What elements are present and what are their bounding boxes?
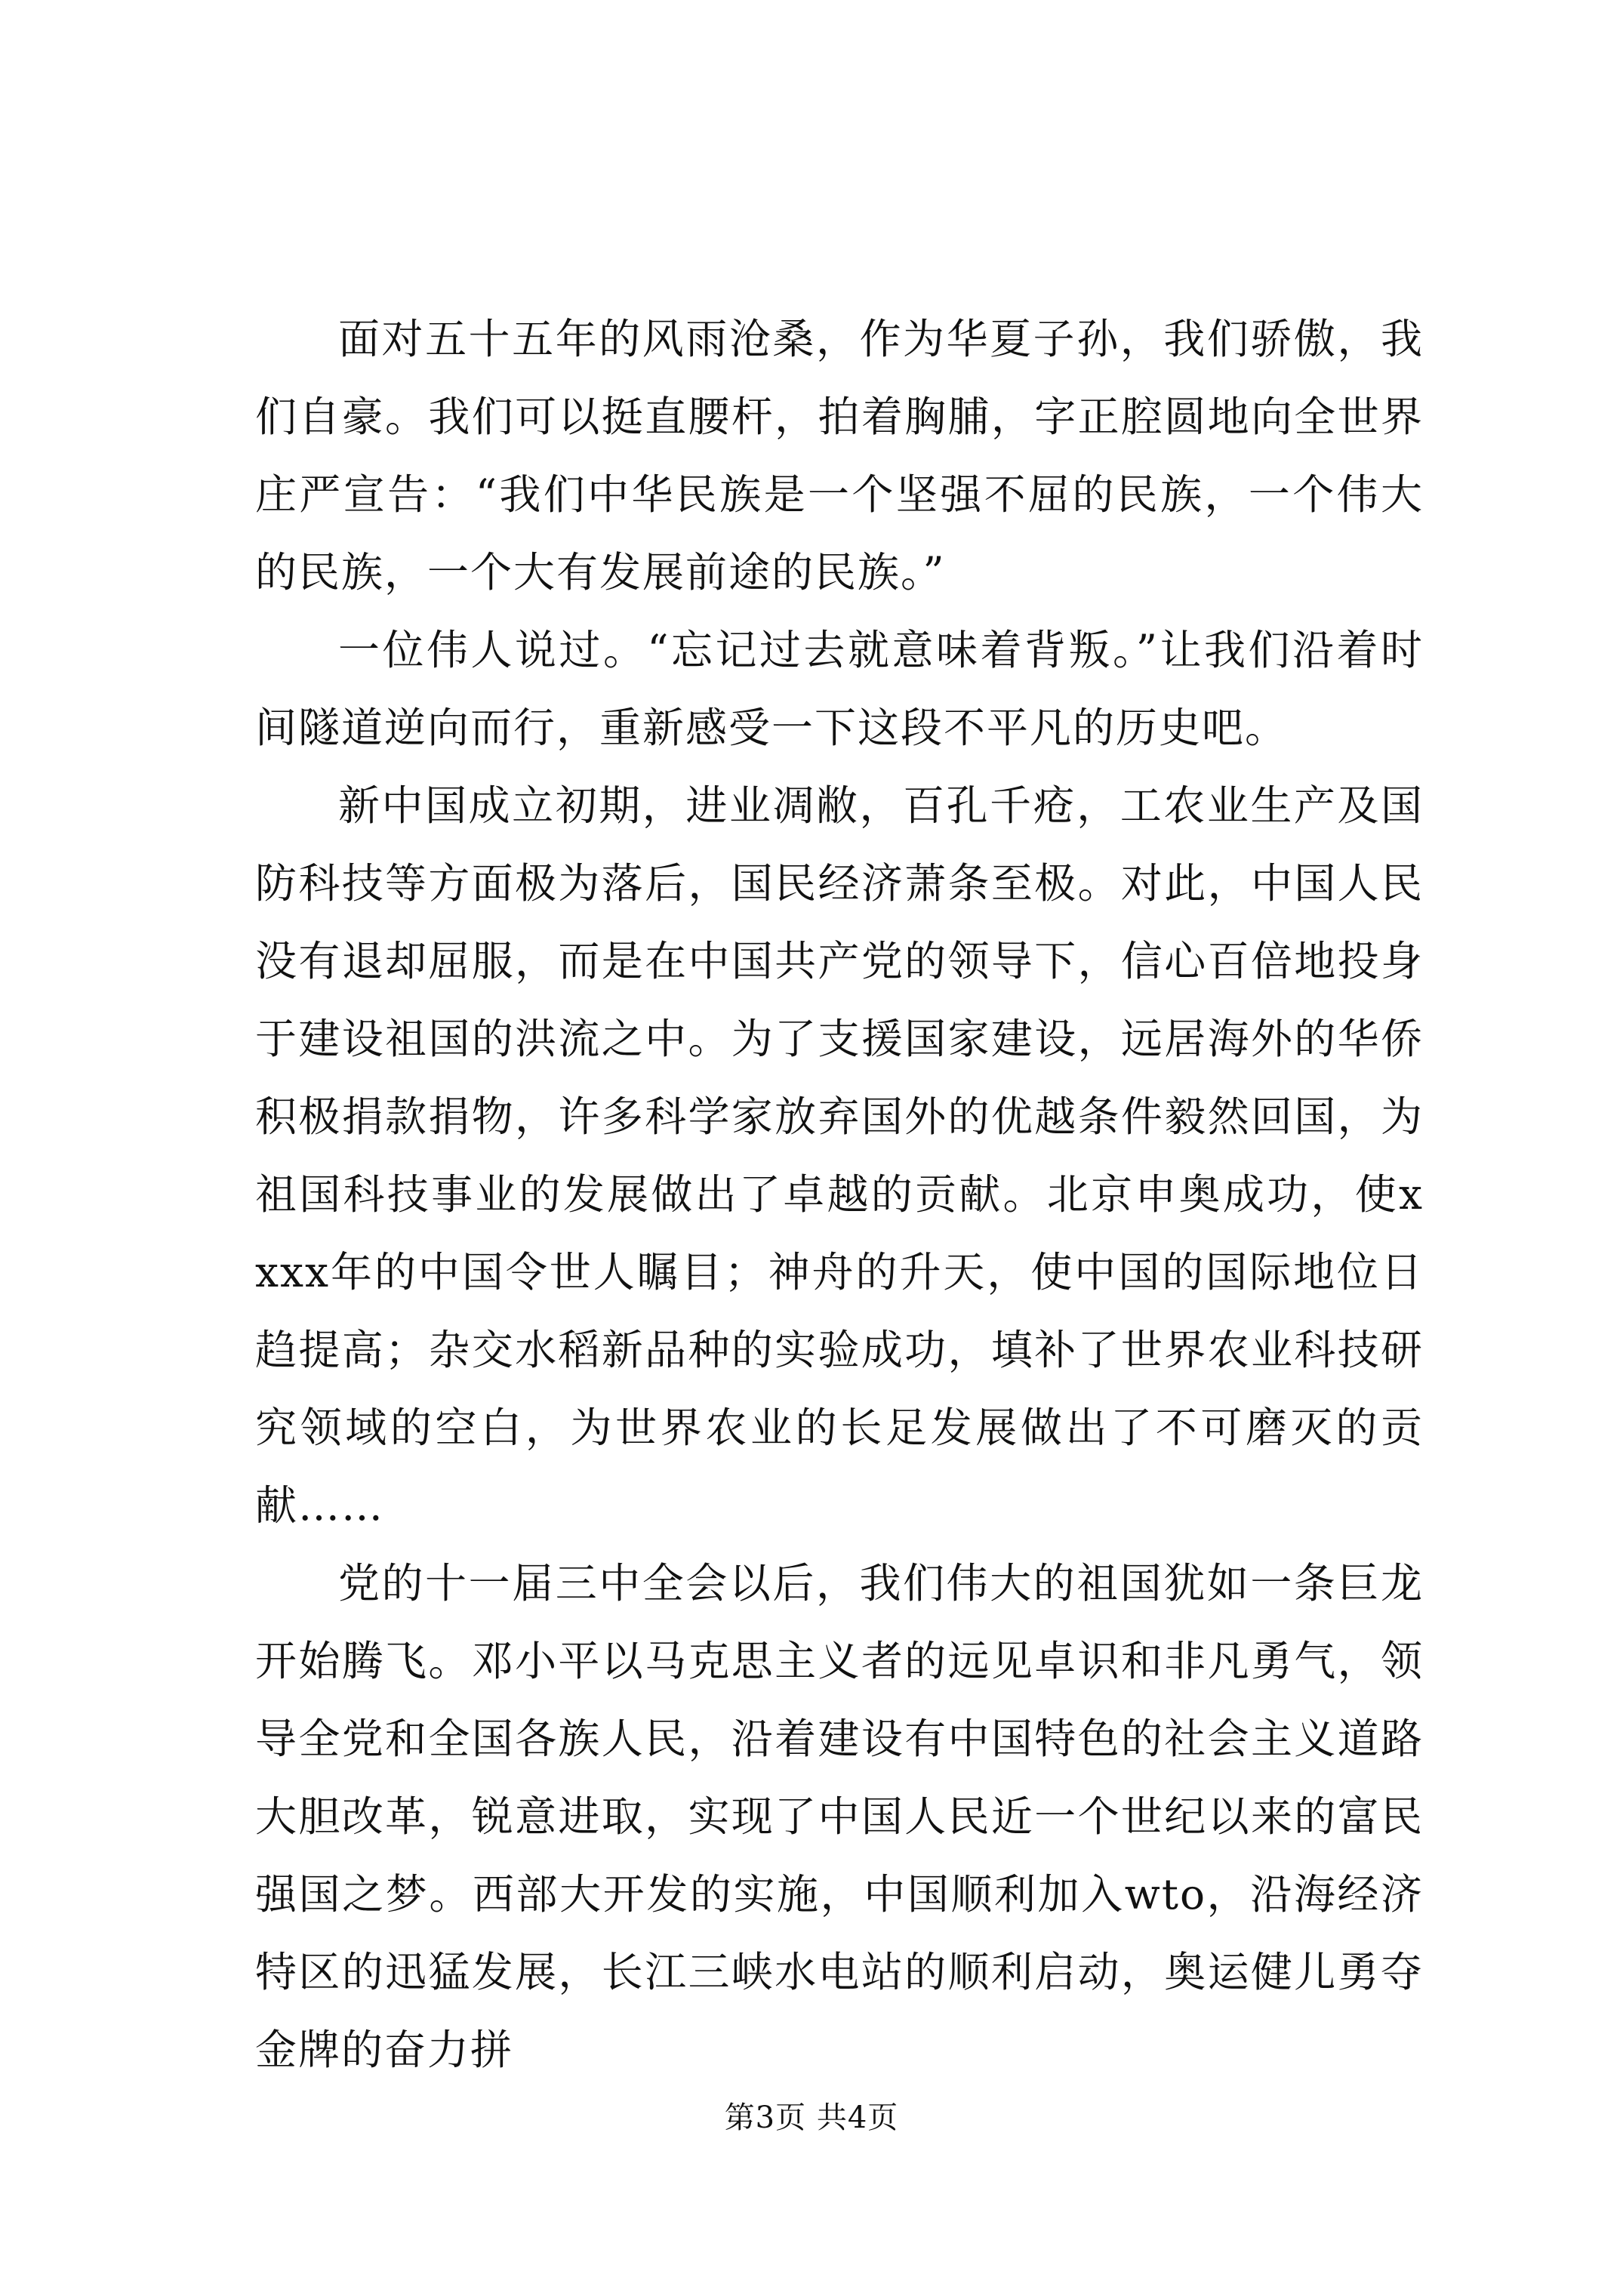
document-body (255, 300, 1424, 2089)
paragraph-3: 新中国成立初期，进业凋敝，百孔千疮，工农业生产及国防科技等方面极为落后，国民经济萧条至极。对此，中国人民没有退却屈服，而是在中国共产党的领导下，信心百倍地投身于建设祖国的洪流之中。为了支援国家建设，远居海外的华侨积极捐款捐物，许多科学家放弃国外的优越条件毅然回国，为祖国科技事业的发展做出了卓越的贡献。北京申奥成功，使xxxx年的中国令世人瞩目；神舟的升天，使中国的国际地位日趋提高；杂交水稻新品种的实验成功，填补了世界农业科技研究领域的空白，为世界农业的长足发展做出了不可磨灭的贡献…… (255, 781, 1424, 1530)
paragraph-2: 一位伟人说过。“忘记过去就意味着背叛。”让我们沿着时间隧道逆向而行，重新感受一下这段不平凡的历史吧。 (255, 626, 1424, 752)
paragraph-4: 党的十一届三中全会以后，我们伟大的祖国犹如一条巨龙开始腾飞。邓小平以马克思主义者的远见卓识和非凡勇气，领导全党和全国各族人民，沿着建设有中国特色的社会主义道路大胆改革，锐意进取，实现了中国人民近一个世纪以来的富民强国之梦。西部大开发的实施，中国顺利加入wto，沿海经济特区的迅猛发展，长江三峡水电站的顺利启动，奥运健儿勇夺金牌的奋力拼 (255, 1559, 1424, 2074)
page-number-footer: 第3页 共4页 (724, 2100, 899, 2135)
paragraph-1: 面对五十五年的风雨沧桑，作为华夏子孙，我们骄傲，我们自豪。我们可以挺直腰杆，拍着胸脯，字正腔圆地向全世界庄严宣告：“我们中华民族是一个坚强不屈的民族，一个伟大的民族，一个大有发展前途的民族。” (255, 315, 1424, 596)
